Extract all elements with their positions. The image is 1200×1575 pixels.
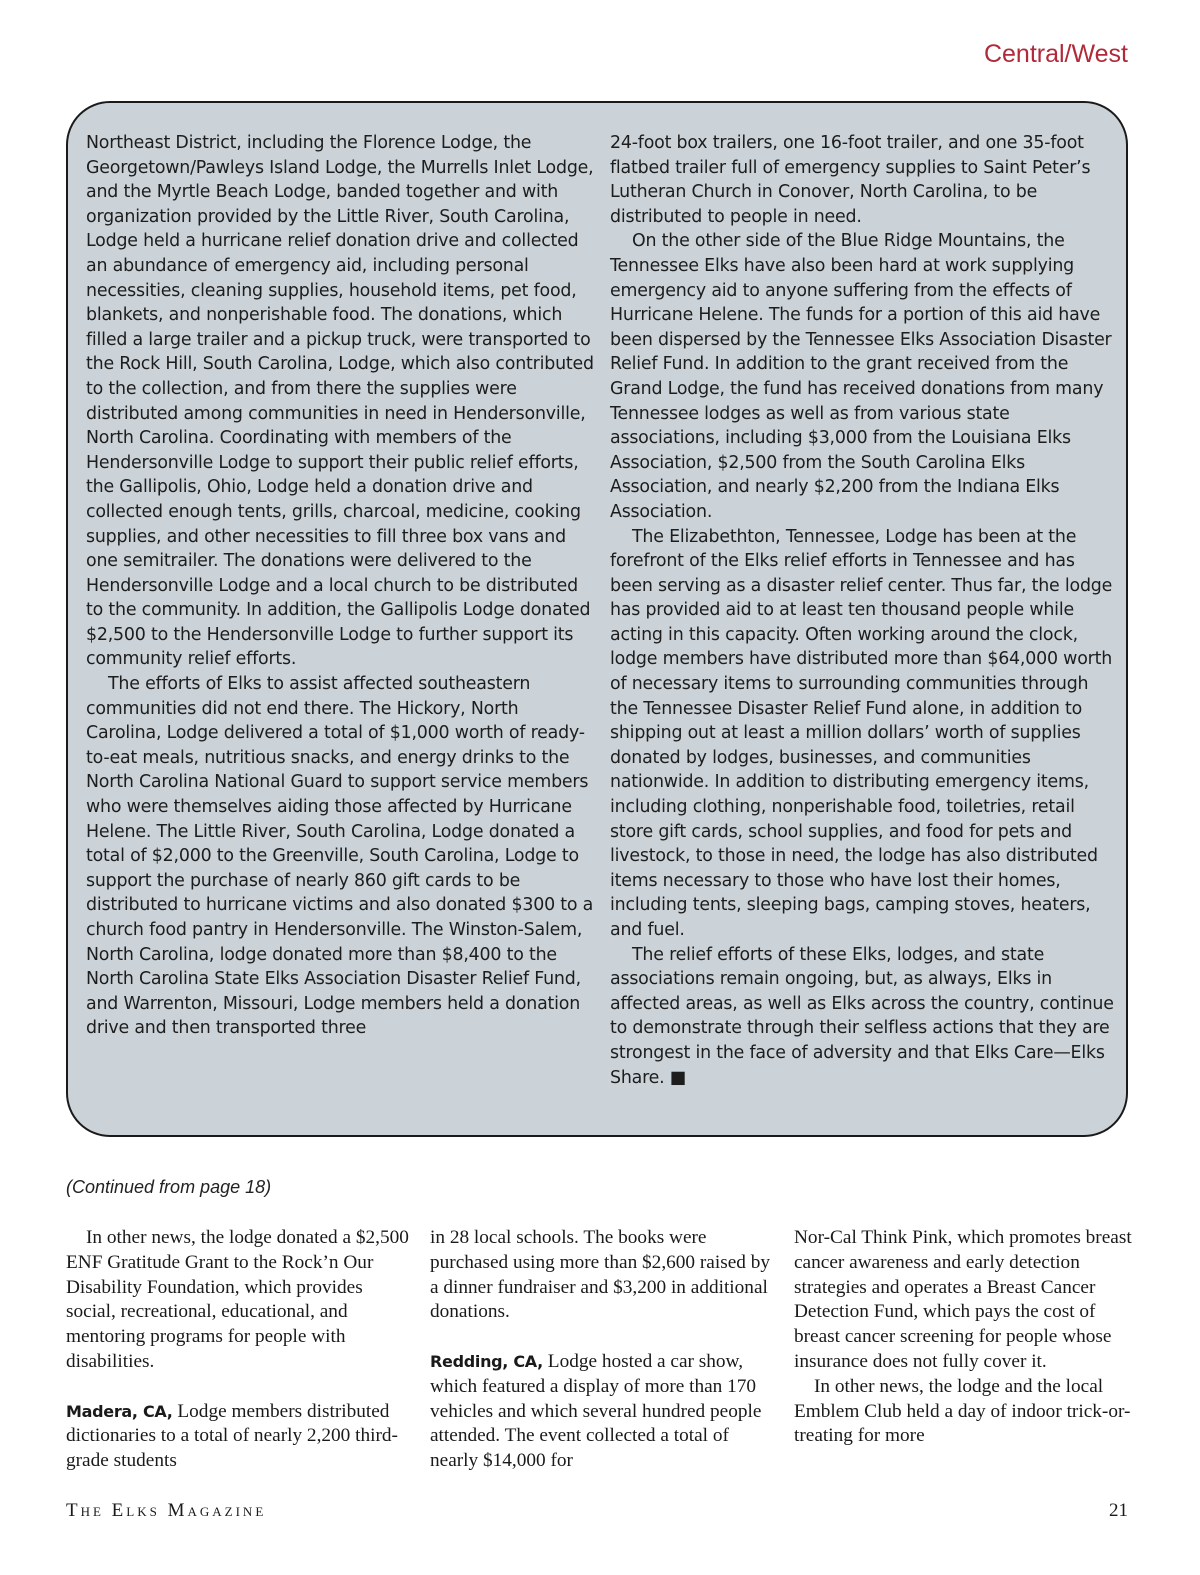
body-paragraph <box>430 1350 775 1474</box>
body-text: Lodge members distributed dictionaries to a total of nearly 2,200 third-grade students <box>66 1400 398 1472</box>
sidebar-paragraph: 24-foot box trailers, one 16-foot trailer, and one 35-foot flatbed trailer full of emergency supplies to Saint Peter’s Lutheran Church in Conover, North Carolina, to be distributed to people in need. <box>610 133 1091 227</box>
continued-note: (Continued from page 18) <box>66 1177 272 1197</box>
body-column-2 <box>430 1226 775 1474</box>
sidebar-paragraph: The relief efforts of these Elks, lodges, and state associations remain ongoing, but, as always, Elks in affected areas, as well as Elks across the country, continue to demonstrate through their selfless actions that they are strongest in the face of adversity and that Elks Care—Elks Share. ■ <box>610 944 1114 1088</box>
sidebar-paragraph: The Elizabethton, Tennessee, Lodge has been at the forefront of the Elks relief efforts in Tennessee and has been serving as a disaster relief center. Thus far, the lodge has provided aid to at least ten thousand people while acting in this capacity. Often working around the clock, lodge members have distributed more than $64,000 worth of necessary items to surrounding communities through the Tennessee Disaster Relief Fund alone, in addition to shipping out at least a million dollars’ worth of supplies donated by lodges, businesses, and communities nationwide. In addition to distributing emergency items, including clothing, nonperishable food, toiletries, retail store gift cards, school supplies, and food for pets and livestock, to those in need, the lodge has also distributed items necessary to those who have lost their homes, including tents, sleeping bags, camping stoves, heaters, and fuel. <box>610 526 1113 940</box>
body-paragraph <box>66 1400 411 1474</box>
relief-sidebar-box <box>66 101 1128 1137</box>
body-text: Lodge hosted a car show, which featured a display of more than 170 vehicles and which several hundred people attended. The event collected a total of nearly $14,000 for <box>430 1350 762 1472</box>
sidebar-left-column <box>86 131 596 1041</box>
body-paragraph: In other news, the lodge donated a $2,500 ENF Gratitude Grant to the Rock’n Our Disability Foundation, which provides social, recreational, educational, and mentoring programs for people with disabilities. <box>66 1227 409 1372</box>
page-number: 21 <box>1109 1500 1128 1521</box>
body-paragraph: In other news, the lodge and the local Emblem Club held a day of indoor trick-or-treating for more <box>794 1375 1131 1447</box>
body-column-1 <box>66 1226 411 1474</box>
sidebar-paragraph: On the other side of the Blue Ridge Mountains, the Tennessee Elks have also been hard at work supplying emergency aid to anyone suffering from the effects of Hurricane Helene. The funds for a portion of this aid have been dispersed by the Tennessee Elks Association Disaster Relief Fund. In addition to the grant received from the Grand Lodge, the fund has received donations from many Tennessee lodges as well as from various state associations, including $3,000 from the Louisiana Elks Association, $2,500 from the South Carolina Elks Association, and nearly $2,200 from the Indiana Elks Association. <box>610 231 1112 522</box>
lodge-name: Madera, CA, <box>66 1401 173 1421</box>
magazine-name: The Elks Magazine <box>66 1500 267 1521</box>
sidebar-paragraph: The efforts of Elks to assist affected southeastern communities did not end there. The Hickory, North Carolina, Lodge delivered a total of $1,000 worth of ready-to-eat meals, nutritious snacks, and energy drinks to the North Carolina National Guard to support service members who were themselves aiding those affected by Hurricane Helene. The Little River, South Carolina, Lodge donated a total of $2,000 to the Greenville, South Carolina, Lodge to support the purchase of nearly 860 gift cards to be distributed to hurricane victims and also donated $300 to a church food pantry in Hendersonville. The Winston-Salem, North Carolina, lodge donated more than $8,400 to the North Carolina State Elks Association Disaster Relief Fund, and Warrenton, Missouri, Lodge members held a donation drive and then transported three <box>86 674 594 1039</box>
body-paragraph: in 28 local schools. The books were purchased using more than $2,600 raised by a dinner fundraiser and $3,200 in additional donations. <box>430 1227 771 1323</box>
sidebar-right-column <box>610 131 1115 1090</box>
section-label: Central/West <box>983 40 1128 68</box>
sidebar-paragraph: Northeast District, including the Florence Lodge, the Georgetown/Pawleys Island Lodge, the Murrells Inlet Lodge, and the Myrtle Beach Lodge, banded together and with organization provided by the Little River, South Carolina, Lodge held a hurricane relief donation drive and collected an abundance of emergency aid, including personal necessities, cleaning supplies, household items, pet food, blankets, and nonperishable food. The donations, which filled a large trailer and a pickup truck, were transported to the Rock Hill, South Carolina, Lodge, which also contributed to the collection, and from there the supplies were distributed among communities in need in Hendersonville, North Carolina. Coordinating with members of the Hendersonville Lodge to support their public relief efforts, the Gallipolis, Ohio, Lodge held a donation drive and collected enough tents, grills, charcoal, medicine, cooking supplies, and other necessities to fill three box vans and one semitrailer. The donations were delivered to the Hendersonville Lodge and a local church to be distributed to the community. In addition, the Gallipolis Lodge donated $2,500 to the Hendersonville Lodge to further support its community relief efforts. <box>86 133 594 670</box>
body-column-3 <box>794 1226 1139 1449</box>
lodge-name: Redding, CA, <box>430 1351 543 1371</box>
body-paragraph: Nor-Cal Think Pink, which promotes breast cancer awareness and early detection strategies and operates a Breast Cancer Detection Fund, which pays the cost of breast cancer screening for people whose insurance does not fully cover it. <box>794 1227 1132 1372</box>
